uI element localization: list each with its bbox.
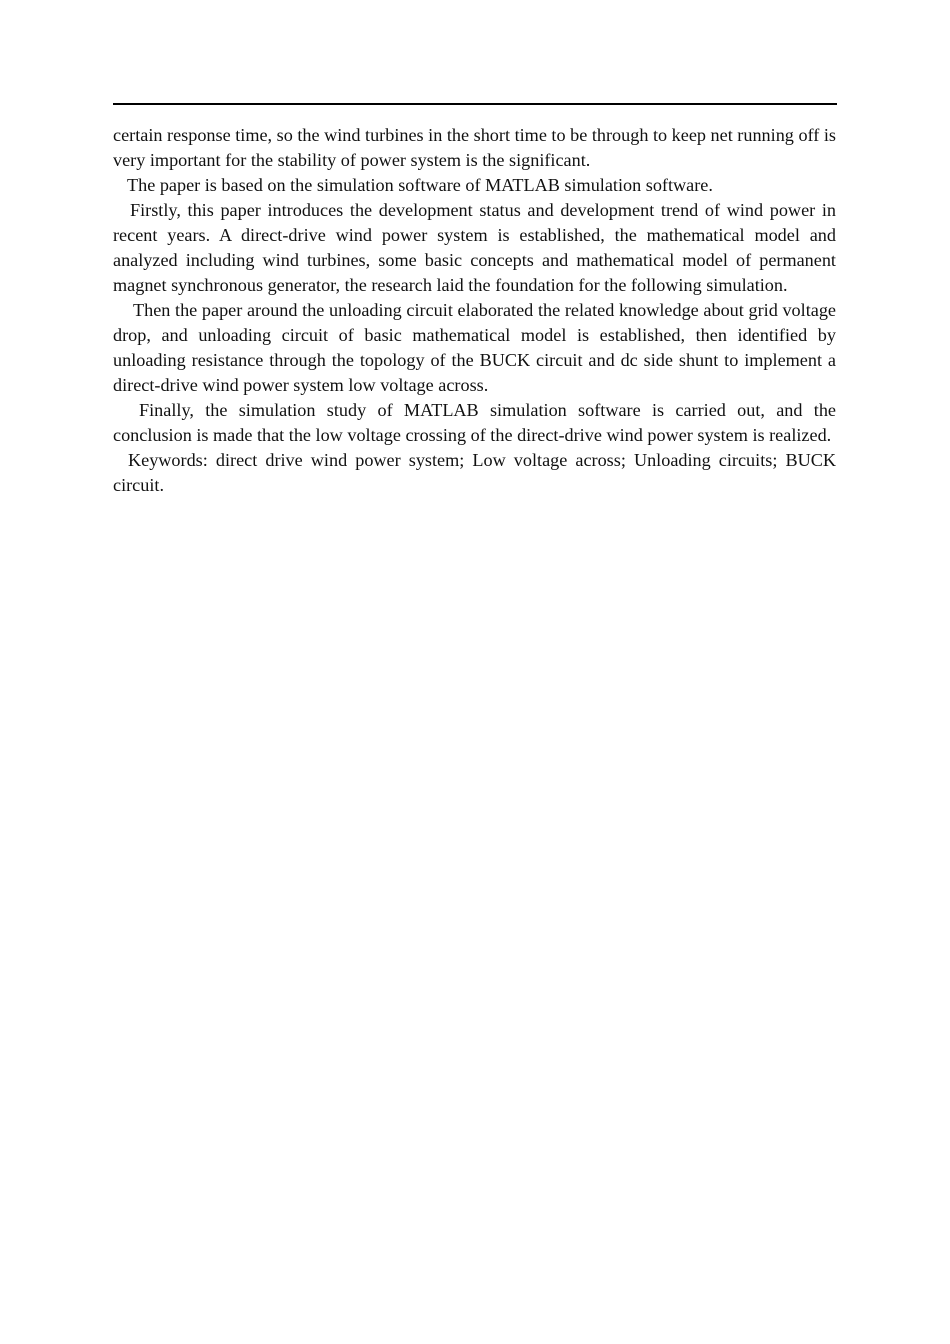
paragraph-software: The paper is based on the simulation software of MATLAB simulation software. <box>127 175 713 195</box>
header-rule <box>113 103 837 105</box>
paragraph-continuation: certain response time, so the wind turbines in the short time to be through to keep net running off is very important for the stability of power system is the significant. <box>113 125 836 170</box>
paragraph-then: Then the paper around the unloading circuit elaborated the related knowledge about grid voltage drop, and unloading circuit of basic mathematical model is established, then identified by unloading resistance through the topology of the BUCK circuit and dc side shunt to implement a direct-drive wind power system low voltage across. <box>113 300 836 395</box>
paragraph-finally: Finally, the simulation study of MATLAB simulation software is carried out, and the conclusion is made that the low voltage crossing of the direct-drive wind power system is realized. <box>113 400 836 445</box>
paragraph-firstly: Firstly, this paper introduces the development status and development trend of wind power in recent years. A direct-drive wind power system is established, the mathematical model and analyzed including wind turbines, some basic concepts and mathematical model of permanent magnet synchronous generator, the research laid the foundation for the following simulation. <box>113 200 836 295</box>
abstract-body <box>113 123 836 498</box>
keywords-paragraph: Keywords: direct drive wind power system; Low voltage across; Unloading circuits; BUCK circuit. <box>113 450 836 495</box>
